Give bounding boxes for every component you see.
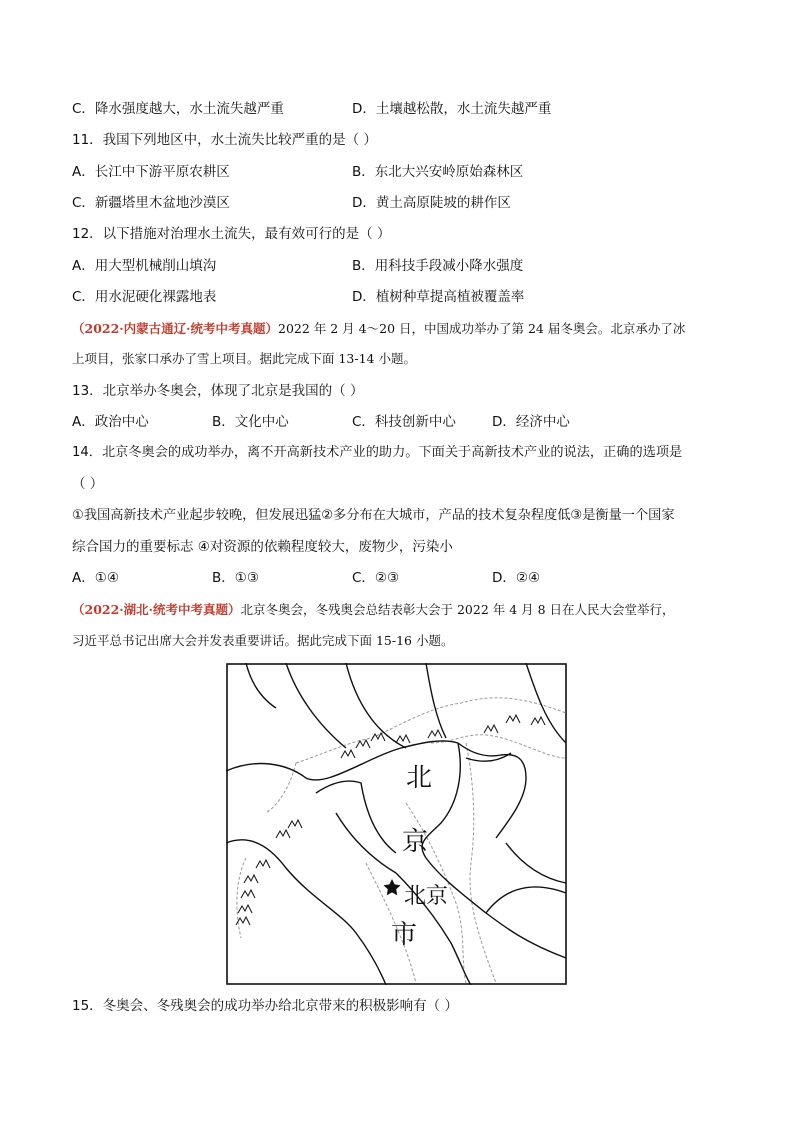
q10-option-c: C．降水强度越大，水土流失越严重 [72,101,284,117]
intro2-line1 [72,600,675,620]
intro2-source: （2022·湖北·统考中考真题） [72,602,241,617]
q13-option-d: D．经济中心 [492,414,570,430]
q12-stem: 12．以下措施对治理水土流失，最有效可行的是（ ） [72,226,391,242]
q11-option-a: A．长江中下游平原农耕区 [72,164,230,180]
intro1-line1 [72,319,685,339]
q15-stem: 15．冬奥会、冬残奥会的成功举办给北京带来的积极影响有（ ） [72,998,458,1014]
q14-statement-1: ①我国高新技术产业起步较晚，但发展迅猛②多分布在大城市，产品的技术复杂程度低③是衡量一个国家 [72,508,675,523]
q11-option-b: B．东北大兴安岭原始森林区 [352,164,524,180]
q14-stem: 14．北京冬奥会的成功举办，离不开高新技术产业的助力。下面关于高新技术产业的说法，正确的选项是 [72,445,683,460]
intro2-text2: 习近平总书记出席大会并发表重要讲话。据此完成下面 15-16 小题。 [72,633,454,648]
q12-option-b: B．用科技手段减小降水强度 [352,258,524,274]
intro2-text1: 北京冬奥会，冬残奥会总结表彰大会于 2022 年 4 月 8 日在人民大会堂举行， [240,602,675,617]
q12-option-a: A．用大型机械削山填沟 [72,258,217,274]
q14-statement-2: 综合国力的重要标志 ④对资源的依赖程度较大，废物少，污染小 [72,539,453,555]
q13-option-c: C．科技创新中心 [352,414,456,430]
intro1-text1: 2022 年 2 月 4～20 日，中国成功举办了第 24 届冬奥会。北京承办了冰 [278,321,686,336]
q12-option-c: C．用水泥硬化裸露地表 [72,289,217,305]
region-char-shi: 市 [391,920,418,950]
q10-option-d: D．土壤越松散，水土流失越严重 [352,101,552,117]
intro1-text2: 上项目，张家口承办了雪上项目。据此完成下面 13-14 小题。 [72,351,416,366]
city-label-beijing: 北京 [404,884,449,909]
q11-option-d: D．黄土高原陡坡的耕作区 [352,195,511,211]
q14-option-d: D．②④ [492,570,541,586]
region-char-bei: 北 [406,763,433,793]
q11-stem: 11．我国下列地区中，水土流失比较严重的是（ ） [72,132,377,148]
q12-option-d: D．植树种草提高植被覆盖率 [352,289,525,305]
q14-option-a: A．①④ [72,570,119,586]
intro1-source: （2022·内蒙古通辽·统考中考真题） [72,321,278,336]
beijing-map [226,663,567,985]
q11-option-c: C．新疆塔里木盆地沙漠区 [72,195,230,211]
region-char-jing: 京 [402,827,429,857]
q13-option-a: A．政治中心 [72,414,149,430]
q14-stem-parens: （ ） [72,476,104,492]
q13-stem: 13．北京举办冬奥会，体现了北京是我国的（ ） [72,383,364,399]
q13-option-b: B．文化中心 [212,414,289,430]
q14-option-b: B．①③ [212,570,259,586]
q14-option-c: C．②③ [352,570,400,586]
